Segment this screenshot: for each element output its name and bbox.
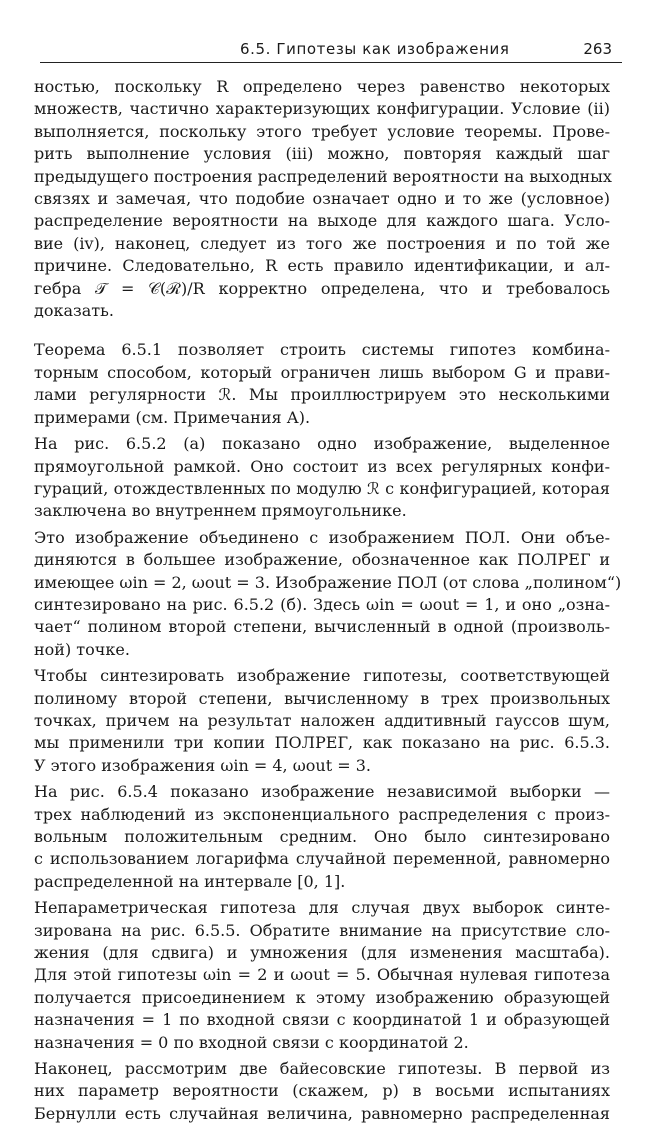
text-line: ностью, поскольку R определено через равенство некоторых — [34, 77, 610, 96]
text-line: торным способом, который ограничен лишь выбором G и прави- — [34, 362, 610, 382]
text-line: Непараметрическая гипотеза для случая двух выборок синте- — [34, 898, 610, 918]
text-line: доказать. — [34, 301, 114, 321]
text-line: лами регулярности ℛ. Мы проиллюстрируем это несколькими — [34, 385, 610, 405]
text-line: Это изображение объединено с изображением ПОЛ. Они объе- — [34, 527, 610, 547]
text-line: жения (для сдвига) и умножения (для изменения масштаба). — [34, 943, 610, 963]
text-line: выполняется, поскольку этого требует условие теоремы. Прове- — [34, 121, 610, 141]
text-line: ной) точке. — [34, 639, 130, 659]
paragraph — [34, 1058, 610, 1125]
text-line: вие (iv), наконец, следует из того же построения и по той же — [34, 233, 610, 253]
text-line: мы применили три копии ПОЛРЕГ, как показано на рис. 6.5.3. — [34, 733, 610, 753]
paragraph — [34, 527, 622, 661]
text-line: диняются в большее изображение, обозначенное как ПОЛРЕГ и — [34, 550, 610, 570]
text-line: имеющее ωin = 2, ωout = 3. Изображение ПОЛ (от слова „полином“) — [34, 572, 622, 592]
text-line: прямоугольной рамкой. Оно состоит из всех регулярных конфи- — [34, 456, 610, 476]
text-line: них параметр вероятности (скажем, p) в восьми испытаниях — [34, 1081, 610, 1101]
paragraph — [34, 781, 610, 893]
text-line: гураций, отождествленных по модулю ℛ с конфигурацией, которая — [34, 478, 610, 498]
text-line: трех наблюдений из экспоненциального распределения с произ- — [34, 804, 610, 824]
text-line: предыдущего построения распределений вероятности на выходных — [34, 166, 612, 186]
text-line: Для этой гипотезы ωin = 2 и ωout = 5. Обычная нулевая гипотеза — [34, 965, 610, 985]
text-line: причине. Следовательно, R есть правило идентификации, и ал- — [34, 256, 610, 276]
running-header — [40, 38, 622, 63]
text-line: зирована на рис. 6.5.5. Обратите внимание на присутствие сло- — [34, 920, 610, 940]
body-text — [34, 76, 622, 1125]
text-line: примерами (см. Примечания А). — [34, 407, 311, 427]
text-line: с использованием логарифма случайной переменной, равномерно — [34, 849, 610, 869]
page-number: 263 — [583, 40, 612, 58]
text-line: заключена во внутреннем прямоугольнике. — [34, 501, 407, 521]
text-line: назначения = 0 по входной связи с координатой 2. — [34, 1032, 469, 1052]
paragraph — [34, 76, 610, 322]
text-line: На рис. 6.5.2 (а) показано одно изображение, выделенное — [34, 434, 610, 454]
text-line: получается присоединением к этому изображению образующей — [34, 987, 610, 1007]
text-line: гебра 𝒯 = 𝒞(ℛ)/R корректно определена, что и требовалось — [34, 278, 610, 298]
text-line: На рис. 6.5.4 показано изображение независимой выборки — — [34, 782, 610, 802]
paragraph — [34, 665, 610, 777]
text-line: Теорема 6.5.1 позволяет строить системы гипотез комбина- — [34, 340, 610, 360]
text-line: вольным положительным средним. Оно было синтезировано — [34, 827, 610, 846]
text-line: Наконец, рассмотрим две байесовские гипотезы. В первой из — [34, 1059, 610, 1079]
text-line: точках, причем на результат наложен аддитивный гауссов шум, — [34, 710, 610, 730]
paragraph — [34, 339, 610, 429]
text-line: назначения = 1 по входной связи с координатой 1 и образующей — [34, 1010, 610, 1030]
text-line: У этого изображения ωin = 4, ωout = 3. — [34, 755, 371, 775]
text-line: связях и замечая, что подобие означает одно и то же (условное) — [34, 189, 610, 209]
text-line: рить выполнение условия (iii) можно, повторяя каждый шаг — [34, 144, 610, 164]
paragraph — [34, 433, 610, 523]
paragraph — [34, 897, 610, 1054]
running-title: 6.5. Гипотезы как изображения — [240, 40, 510, 58]
text-line: распределение вероятности на выходе для каждого шага. Усло- — [34, 211, 610, 231]
text-line: распределенной на интервале [0, 1]. — [34, 871, 346, 891]
text-line: Чтобы синтезировать изображение гипотезы, соответствующей — [34, 666, 610, 686]
text-line: полиному второй степени, вычисленному в трех произвольных — [34, 688, 610, 708]
text-line: синтезировано на рис. 6.5.2 (б). Здесь ωin = ωout = 1, и оно „озна- — [34, 594, 610, 614]
text-line: чает“ полином второй степени, вычисленный в одной (произволь- — [34, 617, 610, 637]
text-line: множеств, частично характеризующих конфигурации. Условие (ii) — [34, 99, 610, 119]
text-line: Бернулли есть случайная величина, равномерно распределенная — [34, 1103, 610, 1123]
